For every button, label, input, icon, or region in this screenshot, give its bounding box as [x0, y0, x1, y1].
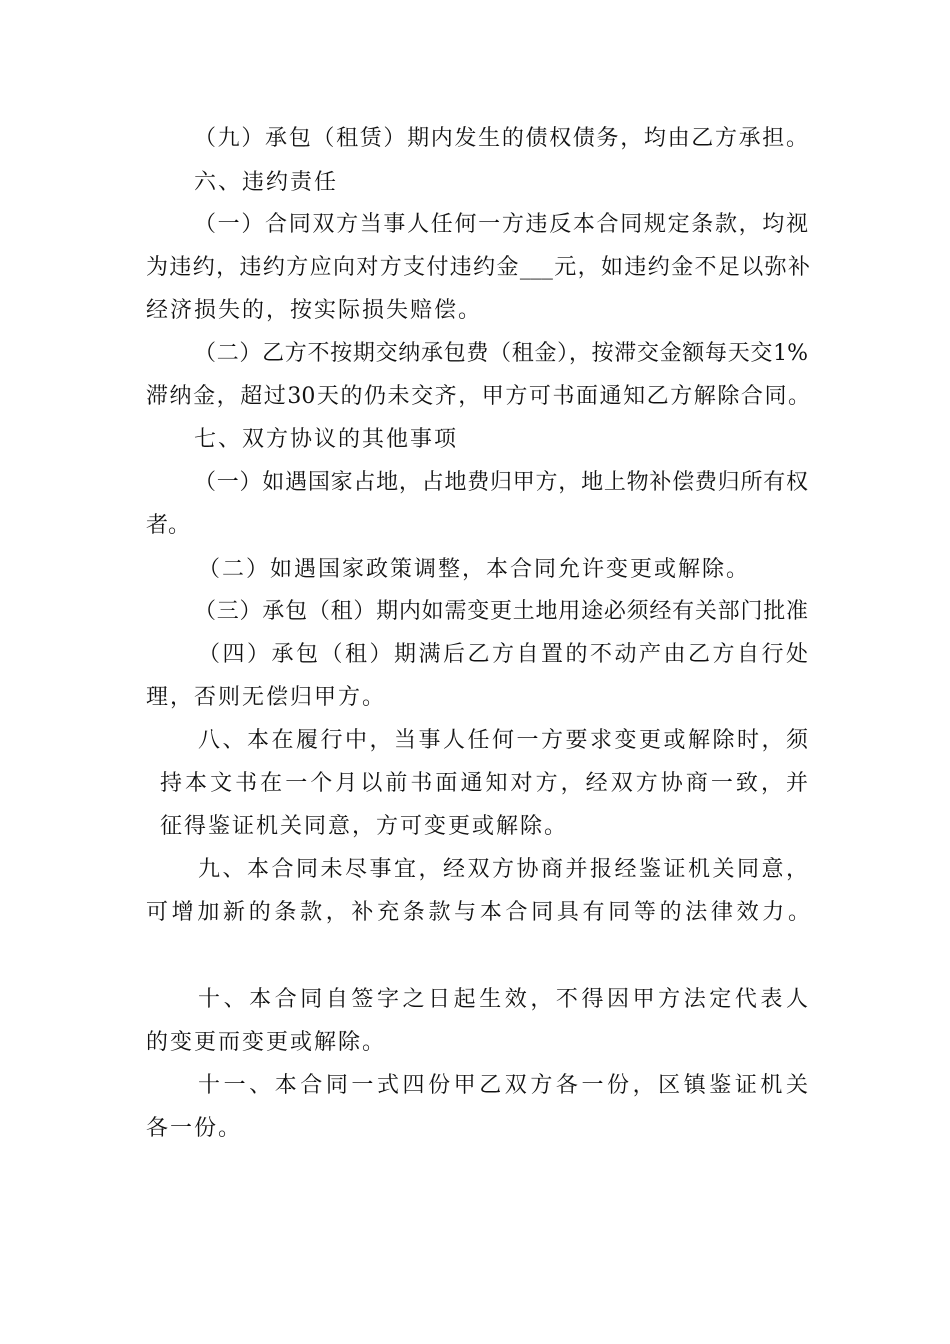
clause-11-line-2: 各一份。: [146, 1116, 243, 1141]
clause-7-3-line-1: （三）承包（租）期内如需变更土地用途必须经有关部门批准: [194, 599, 808, 624]
clause-6-1-line-3: 经济损失的，按实际损失赔偿。: [146, 298, 483, 323]
clause-10-line-2: 的变更而变更或解除。: [146, 1030, 387, 1055]
clause-11-line-1: 十一、本合同一式四份甲乙双方各一份，区镇鉴证机关: [198, 1073, 808, 1098]
clause-8-line-3: 征得鉴证机关同意，方可变更或解除。: [160, 814, 569, 839]
clause-6-1-line-1: （一）合同双方当事人任何一方违反本合同规定条款，均视: [194, 212, 808, 237]
clause-6-2-line-2: 滞纳金，超过30天的仍未交齐，甲方可书面通知乙方解除合同。: [146, 384, 810, 409]
clause-8-line-1: 八、本在履行中，当事人任何一方要求变更或解除时，须: [198, 728, 808, 753]
section-7-heading: 七、双方协议的其他事项: [194, 427, 459, 452]
clause-6-1-line-2: 为违约，违约方应向对方支付违约金___元，如违约金不足以弥补: [146, 255, 810, 280]
clause-7-1-line-1: （一）如遇国家占地，占地费归甲方，地上物补偿费归所有权: [194, 470, 808, 495]
section-6-heading: 六、违约责任: [194, 170, 339, 195]
clause-10-line-1: 十、本合同自签字之日起生效，不得因甲方法定代表人: [198, 987, 808, 1012]
clause-7-4-line-2: 理，否则无偿归甲方。: [146, 685, 387, 710]
clause-9b-line-1: 九、本合同未尽事宜，经双方协商并报经鉴证机关同意，: [198, 857, 808, 882]
clause-8-line-2: 持本文书在一个月以前书面通知对方，经双方协商一致，并: [160, 771, 808, 796]
clause-9-line-1: （九）承包（租赁）期内发生的债权债务，均由乙方承担。: [194, 126, 808, 151]
clause-7-4-line-1: （四）承包（租）期满后乙方自置的不动产由乙方自行处: [198, 642, 808, 667]
clause-7-1-line-2: 者。: [146, 513, 191, 538]
clause-9b-line-2: 可增加新的条款，补充条款与本合同具有同等的法律效力。: [146, 900, 810, 925]
clause-7-2-line-1: （二）如遇国家政策调整，本合同允许变更或解除。: [198, 557, 751, 582]
clause-6-2-line-1: （二）乙方不按期交纳承包费（租金），按滞交金额每天交1%: [194, 341, 808, 366]
